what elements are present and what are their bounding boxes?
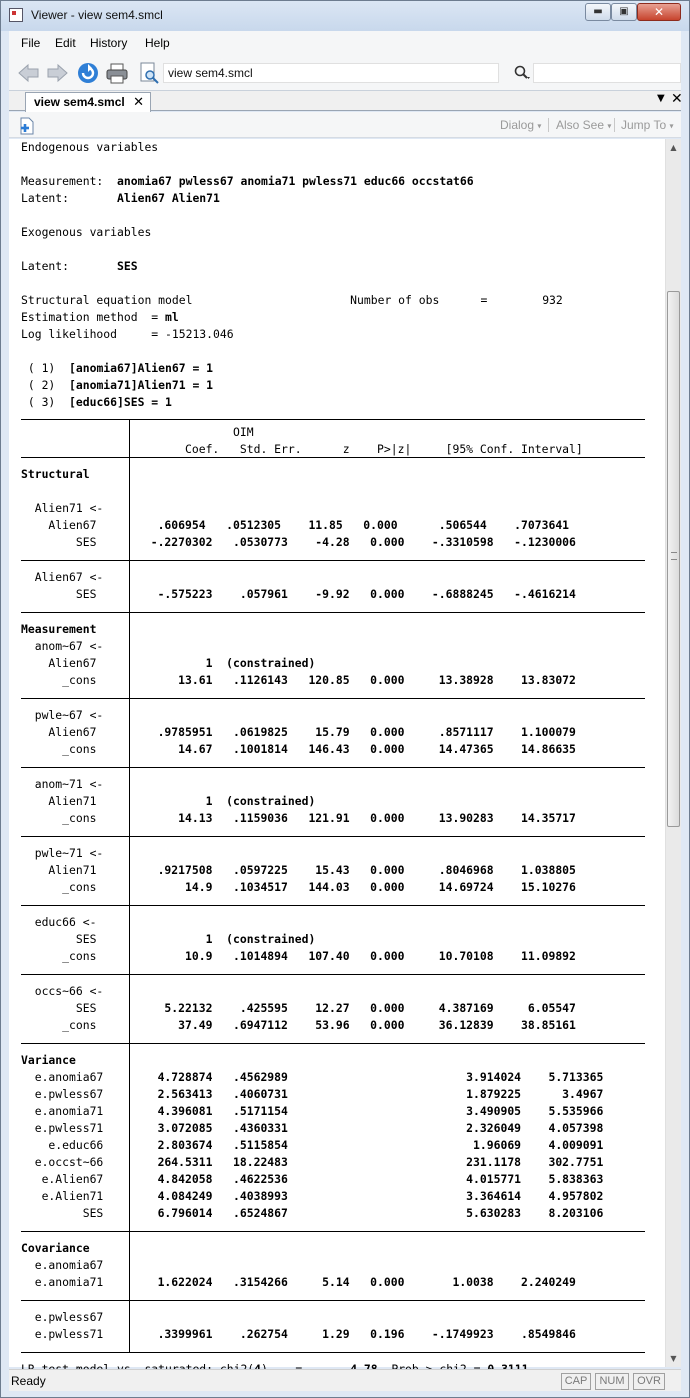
row-values: 3.072085 .4360331 2.326049 4.057398	[137, 1121, 604, 1135]
row-label: Alien67	[21, 656, 97, 670]
output-value: ml	[165, 310, 179, 324]
output-value: [anomia67]Alien67 = 1	[69, 361, 214, 375]
table-block	[21, 975, 661, 1043]
chevron-down-icon: ▾	[669, 121, 674, 131]
table-vrule	[129, 613, 130, 699]
viewer-toolbar	[9, 112, 681, 138]
table-group-label	[21, 914, 661, 931]
row-values: 13.61 .1126143 120.85 0.000 13.38928 13.83072	[137, 673, 576, 687]
output-text: Latent:	[21, 191, 118, 205]
table-block	[21, 1044, 661, 1231]
row-label: Alien71	[21, 794, 97, 808]
row-label: e.Alien67	[21, 1172, 104, 1186]
command-field[interactable]: view sem4.smcl	[163, 63, 499, 83]
output-line	[21, 309, 661, 326]
output-line	[21, 343, 661, 360]
table-group-label	[21, 466, 661, 483]
row-label: e.anomia71	[21, 1104, 104, 1118]
table-group-label	[21, 776, 661, 793]
table-vrule	[129, 837, 130, 906]
row-label: e.Alien71	[21, 1189, 104, 1203]
output-value: [educ66]SES = 1	[69, 395, 172, 409]
row-label: _cons	[21, 811, 97, 825]
output-text: Structural equation model Number of obs = 932	[21, 293, 563, 307]
table-row	[21, 862, 661, 879]
table-row	[21, 1188, 661, 1205]
row-values: 10.9 .1014894 107.40 0.000 10.70108 11.09892	[137, 949, 576, 963]
row-label: e.educ66	[21, 1138, 104, 1152]
oim-header: OIM	[137, 425, 254, 439]
row-label: e.pwless71	[21, 1327, 104, 1341]
toolbar	[9, 55, 681, 91]
row-label: SES	[21, 587, 97, 601]
row-label: e.pwless71	[21, 1121, 104, 1135]
scroll-up-icon[interactable]: ▲	[670, 143, 677, 152]
table-row	[21, 1205, 661, 1222]
table-row	[21, 1137, 661, 1154]
table-vrule	[129, 561, 130, 613]
row-values: 6.796014 .6524867 5.630283 8.203106	[137, 1206, 604, 1220]
row-values: .606954 .0512305 11.85 0.000 .506544 .7073641	[137, 518, 570, 532]
table-row	[21, 1000, 661, 1017]
row-values: 1 (constrained)	[137, 932, 316, 946]
output-line	[21, 241, 661, 258]
results-pane[interactable]	[9, 139, 665, 1367]
output-line	[21, 326, 661, 343]
output-line	[21, 173, 661, 190]
output-line	[21, 411, 661, 419]
row-label: _cons	[21, 880, 97, 894]
row-values: 2.563413 .4060731 1.879225 3.4967	[137, 1087, 604, 1101]
scroll-down-icon[interactable]: ▼	[670, 1354, 677, 1363]
row-label: e.anomia71	[21, 1275, 104, 1289]
table-row	[21, 1274, 661, 1291]
table-vrule	[129, 1044, 130, 1232]
row-label: SES	[21, 1206, 104, 1220]
table-row	[21, 724, 661, 741]
table-vrule	[129, 906, 130, 975]
tab-close-icon[interactable]: ✕	[133, 94, 144, 109]
table-row	[21, 1069, 661, 1086]
row-values: 14.13 .1159036 121.91 0.000 13.90283 14.35717	[137, 811, 576, 825]
table-row	[21, 741, 661, 758]
row-label: anom~71 <-	[21, 777, 104, 791]
title-bar	[1, 1, 689, 31]
row-values: 4.084249 .4038993 3.364614 4.957802	[137, 1189, 604, 1203]
column-headers: Coef. Std. Err. z P>|z| [95% Conf. Interval]	[137, 442, 583, 456]
output-text: ( 2)	[21, 378, 70, 392]
table-row	[21, 1103, 661, 1120]
output-line	[21, 377, 661, 394]
output-text: Latent:	[21, 259, 118, 273]
menu-history[interactable]: History	[90, 36, 128, 50]
output-line	[21, 275, 661, 292]
row-values: 1.622024 .3154266 5.14 0.000 1.0038 2.240249	[137, 1275, 576, 1289]
output-line	[21, 394, 661, 411]
estimation-output	[21, 139, 661, 1378]
output-line	[21, 292, 661, 309]
dialog-menu[interactable]	[500, 118, 541, 132]
table-vrule	[129, 458, 130, 493]
row-values: 14.9 .1034517 144.03 0.000 14.69724 15.10276	[137, 880, 576, 894]
table-block	[21, 561, 661, 612]
table-vrule	[129, 420, 130, 462]
row-label: Alien67 <-	[21, 570, 104, 584]
table-group-label	[21, 1052, 661, 1069]
row-label: anom~67 <-	[21, 639, 104, 653]
table-row	[21, 1017, 661, 1034]
table-block	[21, 837, 661, 905]
vertical-scrollbar[interactable]	[665, 139, 681, 1367]
table-group-label	[21, 845, 661, 862]
overwrite-indicator: OVR	[633, 1373, 665, 1390]
table-vrule	[129, 975, 130, 1044]
tab-bar	[9, 91, 681, 111]
row-label: educ66 <-	[21, 915, 97, 929]
row-label: _cons	[21, 1018, 97, 1032]
coefficient-table	[21, 411, 661, 1353]
output-line	[21, 224, 661, 241]
row-values: -.2270302 .0530773 -4.28 0.000 -.3310598 -.1230006	[137, 535, 576, 549]
chevron-down-icon: ▾	[537, 121, 542, 131]
section-heading: Covariance	[21, 1241, 90, 1255]
output-text: Measurement:	[21, 174, 118, 188]
row-label: SES	[21, 1001, 97, 1015]
jump-to-label: Jump To	[621, 118, 667, 132]
table-row	[21, 931, 661, 948]
table-rule	[21, 1352, 645, 1353]
row-values: 4.728874 .4562989 3.914024 5.713365	[137, 1070, 604, 1084]
row-label: e.pwless67	[21, 1087, 104, 1101]
tab-list-dropdown-icon[interactable]: ▼	[657, 93, 665, 104]
table-block	[21, 699, 661, 767]
table-separator	[21, 457, 645, 458]
output-line	[21, 360, 661, 377]
table-row	[21, 672, 661, 689]
table-group-label	[21, 638, 661, 655]
minimize-button[interactable]: ▬	[585, 3, 611, 21]
row-values: .9785951 .0619825 15.79 0.000 .8571117 1.100079	[137, 725, 576, 739]
also-see-menu[interactable]	[556, 118, 611, 132]
table-vrule	[129, 768, 130, 837]
back-arrow-icon[interactable]	[17, 62, 41, 84]
table-block	[21, 1301, 661, 1352]
app-icon	[9, 8, 23, 22]
maximize-button[interactable]: ▣	[611, 3, 637, 21]
table-block	[21, 492, 661, 560]
status-bar	[9, 1369, 681, 1391]
output-value: anomia67 pwless67 anomia71 pwless71 educ66 occstat66	[117, 174, 474, 188]
refresh-icon[interactable]	[76, 62, 100, 84]
tab-label: view sem4.smcl	[34, 95, 125, 109]
row-label: SES	[21, 932, 97, 946]
scroll-thumb[interactable]	[667, 291, 680, 827]
dialog-label: Dialog	[500, 118, 535, 132]
table-row	[21, 948, 661, 965]
row-label: Alien71 <-	[21, 501, 104, 515]
row-values: 4.842058 .4622536 4.015771 5.838363	[137, 1172, 604, 1186]
row-values: -.575223 .057961 -9.92 0.000 -.6888245 -.4616214	[137, 587, 576, 601]
grip-icon	[671, 552, 677, 560]
output-value: [anomia71]Alien71 = 1	[69, 378, 214, 392]
table-group-label	[21, 983, 661, 1000]
section-heading: Variance	[21, 1053, 76, 1067]
output-text: Exogenous variables	[21, 225, 152, 239]
output-text: Log likelihood = -15213.046	[21, 327, 234, 341]
table-row	[21, 1326, 661, 1343]
table-row	[21, 1120, 661, 1137]
row-label: e.pwless67	[21, 1310, 104, 1324]
menu-edit[interactable]: Edit	[55, 36, 76, 50]
row-values: 2.803674 .5115854 1.96069 4.009091	[137, 1138, 604, 1152]
output-line	[21, 190, 661, 207]
table-vrule	[129, 1232, 130, 1301]
table-block	[21, 768, 661, 836]
table-vrule	[129, 1301, 130, 1353]
row-label: _cons	[21, 949, 97, 963]
table-block	[21, 613, 661, 698]
row-values: 14.67 .1001814 146.43 0.000 14.47365 14.86635	[137, 742, 576, 756]
row-label: pwle~71 <-	[21, 846, 104, 860]
row-values: 5.22132 .425595 12.27 0.000 4.387169 6.05547	[137, 1001, 576, 1015]
find-in-page-icon[interactable]	[137, 62, 161, 84]
divider	[614, 118, 615, 132]
row-label: Alien71	[21, 863, 97, 877]
window-title: Viewer - view sem4.smcl	[31, 8, 163, 22]
also-see-label: Also See	[556, 118, 605, 132]
row-label: _cons	[21, 742, 97, 756]
table-group-label	[21, 500, 661, 517]
table-header	[21, 420, 661, 458]
caps-lock-indicator: CAP	[561, 1373, 591, 1390]
row-label: pwle~67 <-	[21, 708, 104, 722]
output-text: ( 1)	[21, 361, 70, 375]
print-icon[interactable]	[105, 62, 129, 84]
table-row	[21, 517, 661, 534]
output-value: Alien67 Alien71	[117, 191, 220, 205]
row-values: 1 (constrained)	[137, 794, 316, 808]
row-values: 264.5311 18.22483 231.1178 302.7751	[137, 1155, 604, 1169]
output-line	[21, 139, 661, 156]
table-group-label	[21, 621, 661, 638]
search-icon[interactable]	[512, 63, 532, 83]
search-input[interactable]	[533, 63, 681, 83]
row-label: SES	[21, 535, 97, 549]
divider	[548, 118, 549, 132]
output-text: Estimation method =	[21, 310, 166, 324]
table-block	[21, 1232, 661, 1300]
row-values: 1 (constrained)	[137, 656, 316, 670]
menu-file[interactable]: File	[21, 36, 41, 50]
row-values: 37.49 .6947112 53.96 0.000 36.12839 38.85161	[137, 1018, 576, 1032]
row-label: e.occst~66	[21, 1155, 104, 1169]
output-line	[21, 258, 661, 275]
table-row	[21, 793, 661, 810]
table-group-label	[21, 1240, 661, 1257]
chevron-down-icon: ▾	[607, 121, 612, 131]
row-values: .3399961 .262754 1.29 0.196 -.1749923 .8549846	[137, 1327, 576, 1341]
forward-arrow-icon[interactable]	[45, 62, 69, 84]
row-values: 4.396081 .5171154 3.490905 5.535966	[137, 1104, 604, 1118]
tab-view-sem4[interactable]	[25, 92, 151, 112]
output-line	[21, 156, 661, 173]
row-label: e.anomia67	[21, 1070, 104, 1084]
new-viewer-icon[interactable]	[18, 117, 36, 135]
table-vrule	[129, 492, 130, 561]
output-line	[21, 207, 661, 224]
row-label: _cons	[21, 673, 97, 687]
table-row	[21, 534, 661, 551]
row-label: e.anomia67	[21, 1258, 104, 1272]
table-block	[21, 458, 661, 492]
table-group-label	[21, 1309, 661, 1326]
table-group-label	[21, 569, 661, 586]
header-row	[21, 441, 661, 458]
status-text: Ready	[11, 1374, 46, 1388]
table-row	[21, 655, 661, 672]
table-block	[21, 906, 661, 974]
close-button[interactable]: ✕	[637, 3, 681, 21]
output-text: Endogenous variables	[21, 140, 159, 154]
table-row	[21, 1086, 661, 1103]
close-tab-icon[interactable]: ✕	[671, 91, 683, 107]
table-vrule	[129, 699, 130, 768]
output-value: SES	[117, 259, 138, 273]
table-group-label	[21, 707, 661, 724]
row-values: .9217508 .0597225 15.43 0.000 .8046968 1.038805	[137, 863, 576, 877]
section-heading: Structural	[21, 467, 90, 481]
table-row	[21, 1154, 661, 1171]
table-group-label	[21, 1257, 661, 1274]
row-label: Alien67	[21, 725, 97, 739]
jump-to-menu[interactable]	[621, 118, 674, 132]
section-heading: Measurement	[21, 622, 97, 636]
output-text: ( 3)	[21, 395, 70, 409]
menu-help[interactable]: Help	[145, 36, 170, 50]
menu-bar	[9, 31, 681, 55]
row-label: occs~66 <-	[21, 984, 104, 998]
table-row	[21, 1171, 661, 1188]
num-lock-indicator: NUM	[595, 1373, 629, 1390]
table-row	[21, 586, 661, 603]
header-row	[21, 424, 661, 441]
table-row	[21, 879, 661, 896]
row-label: Alien67	[21, 518, 97, 532]
table-row	[21, 810, 661, 827]
